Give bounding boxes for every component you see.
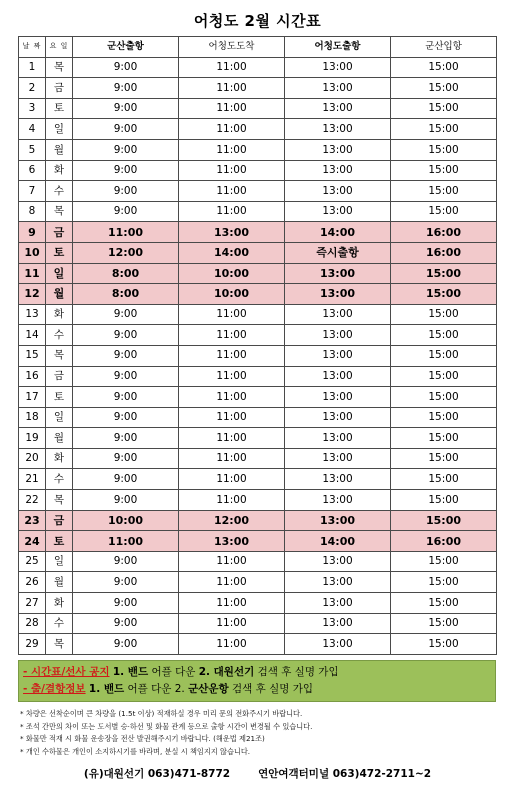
terminal-phone: 연안여객터미널 063)472-2711~2 bbox=[258, 768, 432, 780]
cell-gunsan-depart: 9:00 bbox=[73, 448, 179, 469]
header-day: 날 짜 bbox=[19, 37, 46, 58]
cell-eocheong-arrive: 11:00 bbox=[179, 57, 285, 78]
cell-eocheong-depart: 13:00 bbox=[285, 613, 391, 634]
cell-eocheong-depart: 13:00 bbox=[285, 325, 391, 346]
cell-weekday: 토 bbox=[46, 98, 73, 119]
table-row bbox=[19, 284, 497, 305]
cell-weekday: 월 bbox=[46, 428, 73, 449]
cell-gunsan-depart: 11:00 bbox=[73, 531, 179, 552]
cell-gunsan-arrive: 15:00 bbox=[391, 181, 497, 202]
cell-gunsan-arrive: 16:00 bbox=[391, 242, 497, 263]
notice-line-schedule bbox=[23, 664, 491, 681]
notice-operation-tag: - 출/결항정보 bbox=[23, 683, 86, 695]
cell-day: 3 bbox=[19, 98, 46, 119]
note-item: * 개인 수하물은 개인이 소지하시기를 바라며, 분실 시 책임지지 않습니다. bbox=[20, 746, 251, 756]
cell-gunsan-depart: 8:00 bbox=[73, 284, 179, 305]
cell-gunsan-depart: 10:00 bbox=[73, 510, 179, 531]
cell-gunsan-depart: 9:00 bbox=[73, 407, 179, 428]
table-row bbox=[19, 201, 497, 222]
cell-weekday: 목 bbox=[46, 345, 73, 366]
cell-eocheong-arrive: 11:00 bbox=[179, 345, 285, 366]
notice-schedule-mid: 어플 다운 bbox=[148, 666, 199, 678]
table-row bbox=[19, 78, 497, 99]
table-row bbox=[19, 572, 497, 593]
cell-eocheong-arrive: 10:00 bbox=[179, 284, 285, 305]
cell-gunsan-depart: 9:00 bbox=[73, 98, 179, 119]
cell-gunsan-depart: 9:00 bbox=[73, 57, 179, 78]
cell-gunsan-arrive: 15:00 bbox=[391, 593, 497, 614]
cell-weekday: 수 bbox=[46, 469, 73, 490]
cell-day: 20 bbox=[19, 448, 46, 469]
notice-schedule-tag: - 시간표/선사 공지 bbox=[23, 666, 110, 678]
cell-eocheong-depart: 13:00 bbox=[285, 551, 391, 572]
cell-gunsan-arrive: 15:00 bbox=[391, 387, 497, 408]
cell-day: 2 bbox=[19, 78, 46, 99]
cell-day: 18 bbox=[19, 407, 46, 428]
cell-weekday: 월 bbox=[46, 139, 73, 160]
cell-gunsan-arrive: 15:00 bbox=[391, 366, 497, 387]
cell-weekday: 일 bbox=[46, 551, 73, 572]
table-row bbox=[19, 366, 497, 387]
cell-eocheong-arrive: 11:00 bbox=[179, 325, 285, 346]
cell-gunsan-arrive: 16:00 bbox=[391, 531, 497, 552]
cell-weekday: 수 bbox=[46, 613, 73, 634]
cell-eocheong-arrive: 11:00 bbox=[179, 160, 285, 181]
cell-weekday: 금 bbox=[46, 78, 73, 99]
cell-eocheong-depart: 13:00 bbox=[285, 263, 391, 284]
cell-gunsan-arrive: 15:00 bbox=[391, 407, 497, 428]
table-row bbox=[19, 304, 497, 325]
cell-day: 8 bbox=[19, 201, 46, 222]
cell-gunsan-depart: 9:00 bbox=[73, 201, 179, 222]
table-row bbox=[19, 139, 497, 160]
cell-day: 23 bbox=[19, 510, 46, 531]
notice-operation-mid: 어플 다운 2. bbox=[124, 683, 189, 695]
cell-gunsan-depart: 9:00 bbox=[73, 387, 179, 408]
table-row bbox=[19, 57, 497, 78]
cell-eocheong-arrive: 11:00 bbox=[179, 201, 285, 222]
cell-day: 16 bbox=[19, 366, 46, 387]
cell-gunsan-arrive: 15:00 bbox=[391, 98, 497, 119]
table-row bbox=[19, 387, 497, 408]
cell-eocheong-arrive: 11:00 bbox=[179, 119, 285, 140]
table-header-row bbox=[19, 37, 497, 58]
cell-eocheong-depart: 13:00 bbox=[285, 98, 391, 119]
header-eocheong-depart: 어청도출항 bbox=[285, 37, 391, 58]
cell-gunsan-depart: 9:00 bbox=[73, 119, 179, 140]
cell-eocheong-arrive: 11:00 bbox=[179, 181, 285, 202]
cell-weekday: 토 bbox=[46, 531, 73, 552]
cell-eocheong-arrive: 11:00 bbox=[179, 593, 285, 614]
cell-day: 1 bbox=[19, 57, 46, 78]
cell-eocheong-arrive: 11:00 bbox=[179, 407, 285, 428]
cell-eocheong-depart: 13:00 bbox=[285, 78, 391, 99]
cell-eocheong-arrive: 11:00 bbox=[179, 98, 285, 119]
company-phone: (유)대원선기 063)471-8772 bbox=[83, 768, 231, 780]
cell-day: 7 bbox=[19, 181, 46, 202]
cell-gunsan-arrive: 15:00 bbox=[391, 160, 497, 181]
cell-gunsan-depart: 11:00 bbox=[73, 222, 179, 243]
cell-weekday: 화 bbox=[46, 160, 73, 181]
cell-gunsan-arrive: 15:00 bbox=[391, 284, 497, 305]
header-weekday: 요 일 bbox=[46, 37, 73, 58]
cell-gunsan-depart: 9:00 bbox=[73, 613, 179, 634]
cell-eocheong-arrive: 11:00 bbox=[179, 366, 285, 387]
cell-gunsan-arrive: 15:00 bbox=[391, 345, 497, 366]
cell-day: 17 bbox=[19, 387, 46, 408]
table-row bbox=[19, 613, 497, 634]
cell-eocheong-arrive: 11:00 bbox=[179, 448, 285, 469]
cell-eocheong-arrive: 11:00 bbox=[179, 387, 285, 408]
cell-gunsan-arrive: 15:00 bbox=[391, 448, 497, 469]
cell-day: 21 bbox=[19, 469, 46, 490]
cell-gunsan-arrive: 15:00 bbox=[391, 469, 497, 490]
table-row bbox=[19, 263, 497, 284]
cell-eocheong-depart: 13:00 bbox=[285, 448, 391, 469]
cell-weekday: 화 bbox=[46, 304, 73, 325]
header-gunsan-arrive: 군산입항 bbox=[391, 37, 497, 58]
cell-day: 9 bbox=[19, 222, 46, 243]
cell-eocheong-depart: 14:00 bbox=[285, 531, 391, 552]
cell-day: 28 bbox=[19, 613, 46, 634]
cell-gunsan-depart: 9:00 bbox=[73, 469, 179, 490]
table-row bbox=[19, 181, 497, 202]
cell-gunsan-arrive: 15:00 bbox=[391, 572, 497, 593]
cell-gunsan-depart: 9:00 bbox=[73, 551, 179, 572]
cell-eocheong-depart: 13:00 bbox=[285, 387, 391, 408]
cell-eocheong-depart: 13:00 bbox=[285, 57, 391, 78]
cell-gunsan-depart: 9:00 bbox=[73, 78, 179, 99]
cell-eocheong-depart: 13:00 bbox=[285, 345, 391, 366]
cell-eocheong-arrive: 11:00 bbox=[179, 304, 285, 325]
cell-eocheong-arrive: 11:00 bbox=[179, 634, 285, 655]
table-row bbox=[19, 242, 497, 263]
cell-gunsan-arrive: 15:00 bbox=[391, 634, 497, 655]
cell-eocheong-depart: 14:00 bbox=[285, 222, 391, 243]
header-eocheong-arrive: 어청도도착 bbox=[179, 37, 285, 58]
table-row bbox=[19, 222, 497, 243]
cell-eocheong-depart: 13:00 bbox=[285, 304, 391, 325]
cell-day: 13 bbox=[19, 304, 46, 325]
cell-day: 12 bbox=[19, 284, 46, 305]
cell-gunsan-depart: 9:00 bbox=[73, 490, 179, 511]
cell-eocheong-arrive: 11:00 bbox=[179, 139, 285, 160]
header-gunsan-depart: 군산출항 bbox=[73, 37, 179, 58]
notice-operation-step1: 1. 밴드 bbox=[88, 683, 125, 695]
cell-eocheong-depart: 13:00 bbox=[285, 366, 391, 387]
cell-eocheong-depart: 13:00 bbox=[285, 119, 391, 140]
cell-gunsan-depart: 9:00 bbox=[73, 304, 179, 325]
cell-gunsan-arrive: 15:00 bbox=[391, 613, 497, 634]
cell-weekday: 수 bbox=[46, 325, 73, 346]
cell-gunsan-depart: 9:00 bbox=[73, 572, 179, 593]
cell-day: 26 bbox=[19, 572, 46, 593]
cell-eocheong-arrive: 11:00 bbox=[179, 78, 285, 99]
cell-eocheong-depart: 13:00 bbox=[285, 428, 391, 449]
cell-gunsan-depart: 12:00 bbox=[73, 242, 179, 263]
cell-gunsan-depart: 9:00 bbox=[73, 139, 179, 160]
cell-day: 24 bbox=[19, 531, 46, 552]
cell-weekday: 금 bbox=[46, 366, 73, 387]
table-row bbox=[19, 490, 497, 511]
cell-eocheong-arrive: 14:00 bbox=[179, 242, 285, 263]
cell-eocheong-depart: 13:00 bbox=[285, 572, 391, 593]
cell-weekday: 목 bbox=[46, 57, 73, 78]
cell-eocheong-depart: 13:00 bbox=[285, 469, 391, 490]
cell-eocheong-depart: 13:00 bbox=[285, 593, 391, 614]
cell-gunsan-arrive: 15:00 bbox=[391, 304, 497, 325]
note-item: * 조석 간만의 차이 또는 도서별 승·하선 및 화물 관계 등으로 출항 시간이 변경될 수 있습니다. bbox=[20, 721, 313, 731]
table-row bbox=[19, 469, 497, 490]
notice-schedule-step1: 1. 밴드 bbox=[112, 666, 149, 678]
cell-eocheong-arrive: 13:00 bbox=[179, 222, 285, 243]
cell-gunsan-arrive: 15:00 bbox=[391, 510, 497, 531]
table-row bbox=[19, 407, 497, 428]
cell-gunsan-depart: 9:00 bbox=[73, 325, 179, 346]
cell-weekday: 금 bbox=[46, 510, 73, 531]
notice-schedule-end: 검색 후 실명 가입 bbox=[254, 666, 339, 678]
notice-line-operation bbox=[23, 681, 491, 698]
notice-operation-step2: 군산운항 bbox=[188, 683, 229, 695]
cell-eocheong-arrive: 11:00 bbox=[179, 613, 285, 634]
cell-eocheong-arrive: 10:00 bbox=[179, 263, 285, 284]
cell-eocheong-depart: 13:00 bbox=[285, 510, 391, 531]
cell-gunsan-arrive: 15:00 bbox=[391, 57, 497, 78]
cell-eocheong-depart: 즉시출항 bbox=[285, 242, 391, 263]
cell-weekday: 일 bbox=[46, 407, 73, 428]
table-row bbox=[19, 119, 497, 140]
cell-eocheong-arrive: 11:00 bbox=[179, 551, 285, 572]
table-row bbox=[19, 510, 497, 531]
cell-eocheong-depart: 13:00 bbox=[285, 407, 391, 428]
cell-day: 14 bbox=[19, 325, 46, 346]
cell-weekday: 목 bbox=[46, 201, 73, 222]
cell-weekday: 토 bbox=[46, 242, 73, 263]
cell-day: 10 bbox=[19, 242, 46, 263]
cell-weekday: 월 bbox=[46, 572, 73, 593]
cell-eocheong-depart: 13:00 bbox=[285, 181, 391, 202]
cell-eocheong-depart: 13:00 bbox=[285, 634, 391, 655]
cell-gunsan-arrive: 15:00 bbox=[391, 139, 497, 160]
cell-eocheong-depart: 13:00 bbox=[285, 160, 391, 181]
cell-weekday: 일 bbox=[46, 119, 73, 140]
cell-eocheong-depart: 13:00 bbox=[285, 284, 391, 305]
cell-weekday: 화 bbox=[46, 448, 73, 469]
cell-weekday: 수 bbox=[46, 181, 73, 202]
cell-gunsan-arrive: 15:00 bbox=[391, 263, 497, 284]
cell-day: 19 bbox=[19, 428, 46, 449]
cell-weekday: 목 bbox=[46, 490, 73, 511]
cell-gunsan-depart: 9:00 bbox=[73, 634, 179, 655]
cell-day: 6 bbox=[19, 160, 46, 181]
cell-gunsan-depart: 9:00 bbox=[73, 160, 179, 181]
table-row bbox=[19, 345, 497, 366]
cell-day: 4 bbox=[19, 119, 46, 140]
table-row bbox=[19, 448, 497, 469]
cell-day: 27 bbox=[19, 593, 46, 614]
cell-eocheong-depart: 13:00 bbox=[285, 139, 391, 160]
cell-eocheong-arrive: 11:00 bbox=[179, 428, 285, 449]
cell-gunsan-arrive: 15:00 bbox=[391, 201, 497, 222]
contact-footer bbox=[0, 766, 515, 781]
cell-eocheong-arrive: 11:00 bbox=[179, 469, 285, 490]
timetable bbox=[18, 36, 497, 655]
notice-schedule-step2: 2. 대원선기 bbox=[198, 666, 255, 678]
table-row bbox=[19, 551, 497, 572]
cell-weekday: 일 bbox=[46, 263, 73, 284]
cell-gunsan-arrive: 16:00 bbox=[391, 222, 497, 243]
table-row bbox=[19, 98, 497, 119]
cell-day: 25 bbox=[19, 551, 46, 572]
notice-box bbox=[18, 660, 496, 702]
table-row bbox=[19, 325, 497, 346]
cell-eocheong-arrive: 13:00 bbox=[179, 531, 285, 552]
cell-eocheong-arrive: 11:00 bbox=[179, 490, 285, 511]
cell-gunsan-depart: 9:00 bbox=[73, 181, 179, 202]
cell-gunsan-arrive: 15:00 bbox=[391, 428, 497, 449]
cell-day: 11 bbox=[19, 263, 46, 284]
cell-day: 29 bbox=[19, 634, 46, 655]
cell-eocheong-arrive: 11:00 bbox=[179, 572, 285, 593]
cell-gunsan-arrive: 15:00 bbox=[391, 490, 497, 511]
table-row bbox=[19, 531, 497, 552]
cell-day: 22 bbox=[19, 490, 46, 511]
cell-gunsan-depart: 8:00 bbox=[73, 263, 179, 284]
cell-weekday: 월 bbox=[46, 284, 73, 305]
table-row bbox=[19, 160, 497, 181]
cell-weekday: 목 bbox=[46, 634, 73, 655]
note-item: * 화물만 적재 시 화물 운송장을 전산 발권해주시기 바랍니다. (해운법 제21조) bbox=[20, 734, 265, 743]
cell-weekday: 금 bbox=[46, 222, 73, 243]
table-body bbox=[19, 57, 497, 654]
cell-gunsan-depart: 9:00 bbox=[73, 593, 179, 614]
cell-eocheong-arrive: 12:00 bbox=[179, 510, 285, 531]
note-item: * 차량은 선착순이며 큰 차량을 (1.5t 이상) 적재하실 경우 미리 문의 전화주시기 바랍니다. bbox=[20, 709, 303, 718]
cell-gunsan-depart: 9:00 bbox=[73, 366, 179, 387]
notice-operation-end: 검색 후 실명 가입 bbox=[228, 683, 314, 695]
cell-day: 15 bbox=[19, 345, 46, 366]
cell-gunsan-arrive: 15:00 bbox=[391, 119, 497, 140]
cell-gunsan-depart: 9:00 bbox=[73, 345, 179, 366]
cell-gunsan-arrive: 15:00 bbox=[391, 551, 497, 572]
cell-gunsan-arrive: 15:00 bbox=[391, 78, 497, 99]
table-row bbox=[19, 593, 497, 614]
cell-day: 5 bbox=[19, 139, 46, 160]
cell-weekday: 화 bbox=[46, 593, 73, 614]
cell-weekday: 토 bbox=[46, 387, 73, 408]
cell-gunsan-arrive: 15:00 bbox=[391, 325, 497, 346]
table-row bbox=[19, 428, 497, 449]
page-title: 어청도 2월 시간표 bbox=[193, 12, 322, 30]
notes-list bbox=[20, 708, 500, 758]
table-row bbox=[19, 634, 497, 655]
cell-gunsan-depart: 9:00 bbox=[73, 428, 179, 449]
cell-eocheong-depart: 13:00 bbox=[285, 201, 391, 222]
cell-eocheong-depart: 13:00 bbox=[285, 490, 391, 511]
